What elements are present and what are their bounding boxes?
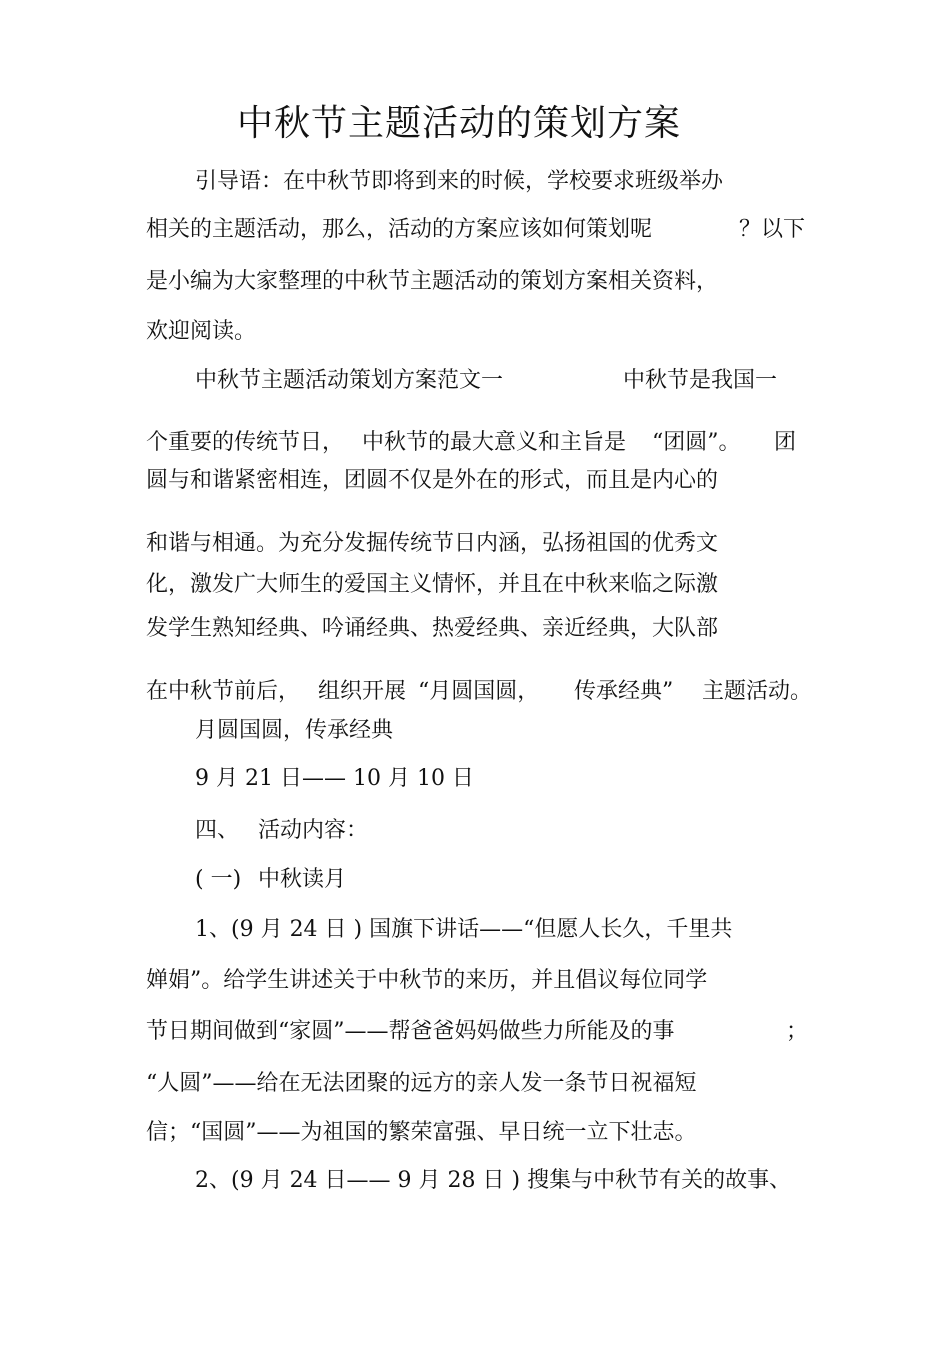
paragraph-line [146,1017,809,1047]
text-segment: ； [786,1019,809,1044]
text-segment: 个重要的传统节日， [146,430,345,455]
paragraph-line [146,466,718,496]
text-segment: 中秋读月 [258,867,347,892]
text-segment: 月圆国圆，传承经典 [195,718,394,743]
text-segment: 欢迎阅读。 [146,319,257,344]
paragraph-line [146,215,806,245]
paragraph-line [146,1118,697,1148]
text-segment: 圆与和谐紧密相连，团圆不仅是外在的形式，而且是内心的 [146,468,719,493]
text-segment: ？以下 [739,217,806,242]
paragraph-line [195,1166,791,1196]
text-segment: 团 [774,430,797,455]
paragraph-line [146,614,718,644]
paragraph-line [146,1069,697,1099]
text-segment: 中秋节是我国一 [623,368,778,393]
text-segment: 中秋节主题活动策划方案范文一 [195,368,504,393]
paragraph-line [195,716,393,746]
text-segment: 活动内容： [258,818,369,843]
text-segment: 发学生熟知经典、吟诵经典、热爱经典、亲近经典，大队部 [146,616,719,641]
text-segment: 化，激发广大师生的爱国主义情怀，并且在中秋来临之际激 [146,572,719,597]
text-segment: 主题活动。 [702,679,813,704]
text-segment: 组织开展 [318,679,407,704]
paragraph-line [146,677,826,707]
paragraph-line [146,267,718,297]
text-segment: ( 一) [195,867,242,892]
text-segment: 信；“国圆”——为祖国的繁荣富强、早日统一立下壮志。 [146,1120,697,1145]
text-segment: “月圆国圆， [418,679,540,704]
text-segment: 中秋节的最大意义和主旨是 [362,430,627,455]
text-segment: 相关的主题活动，那么，活动的方案应该如何策划呢 [146,217,653,242]
document-title: 中秋节主题活动的策划方案 [236,103,681,144]
text-segment: 节日期间做到“家圆”——帮爸爸妈妈做些力所能及的事 [146,1019,675,1044]
text-segment: “团圆”。 [652,430,741,455]
text-segment: 9 月 21 日—— 10 月 10 日 [195,766,474,791]
paragraph-line [195,167,723,197]
text-segment: 传承经典” [574,679,674,704]
paragraph-line [195,865,495,895]
paragraph-line [146,966,707,996]
text-segment: 引导语：在中秋节即将到来的时候，学校要求班级举办 [195,169,724,194]
text-segment: “人圆”——给在无法团聚的远方的亲人发一条节日祝福短 [146,1071,697,1096]
text-segment: 在中秋节前后， [146,679,301,704]
text-segment: 婵娟”。给学生讲述关于中秋节的来历，并且倡议每位同学 [146,968,708,993]
text-segment: 和谐与相通。为充分发掘传统节日内涵，弘扬祖国的优秀文 [146,531,719,556]
paragraph-line [195,816,495,846]
paragraph-line [146,529,718,559]
text-segment: 1、(9 月 24 日 ) 国旗下讲话——“但愿人长久，千里共 [195,917,733,942]
paragraph-line [195,764,474,794]
text-segment: 2、(9 月 24 日—— 9 月 28 日 ) 搜集与中秋节有关的故事、 [195,1168,792,1193]
paragraph-line [146,570,718,600]
paragraph-line [146,317,256,347]
paragraph-line [195,366,795,396]
paragraph-line [195,915,732,945]
text-segment: 是小编为大家整理的中秋节主题活动的策划方案相关资料， [146,269,719,294]
text-segment: 四、 [195,818,240,843]
paragraph-line [146,428,806,458]
